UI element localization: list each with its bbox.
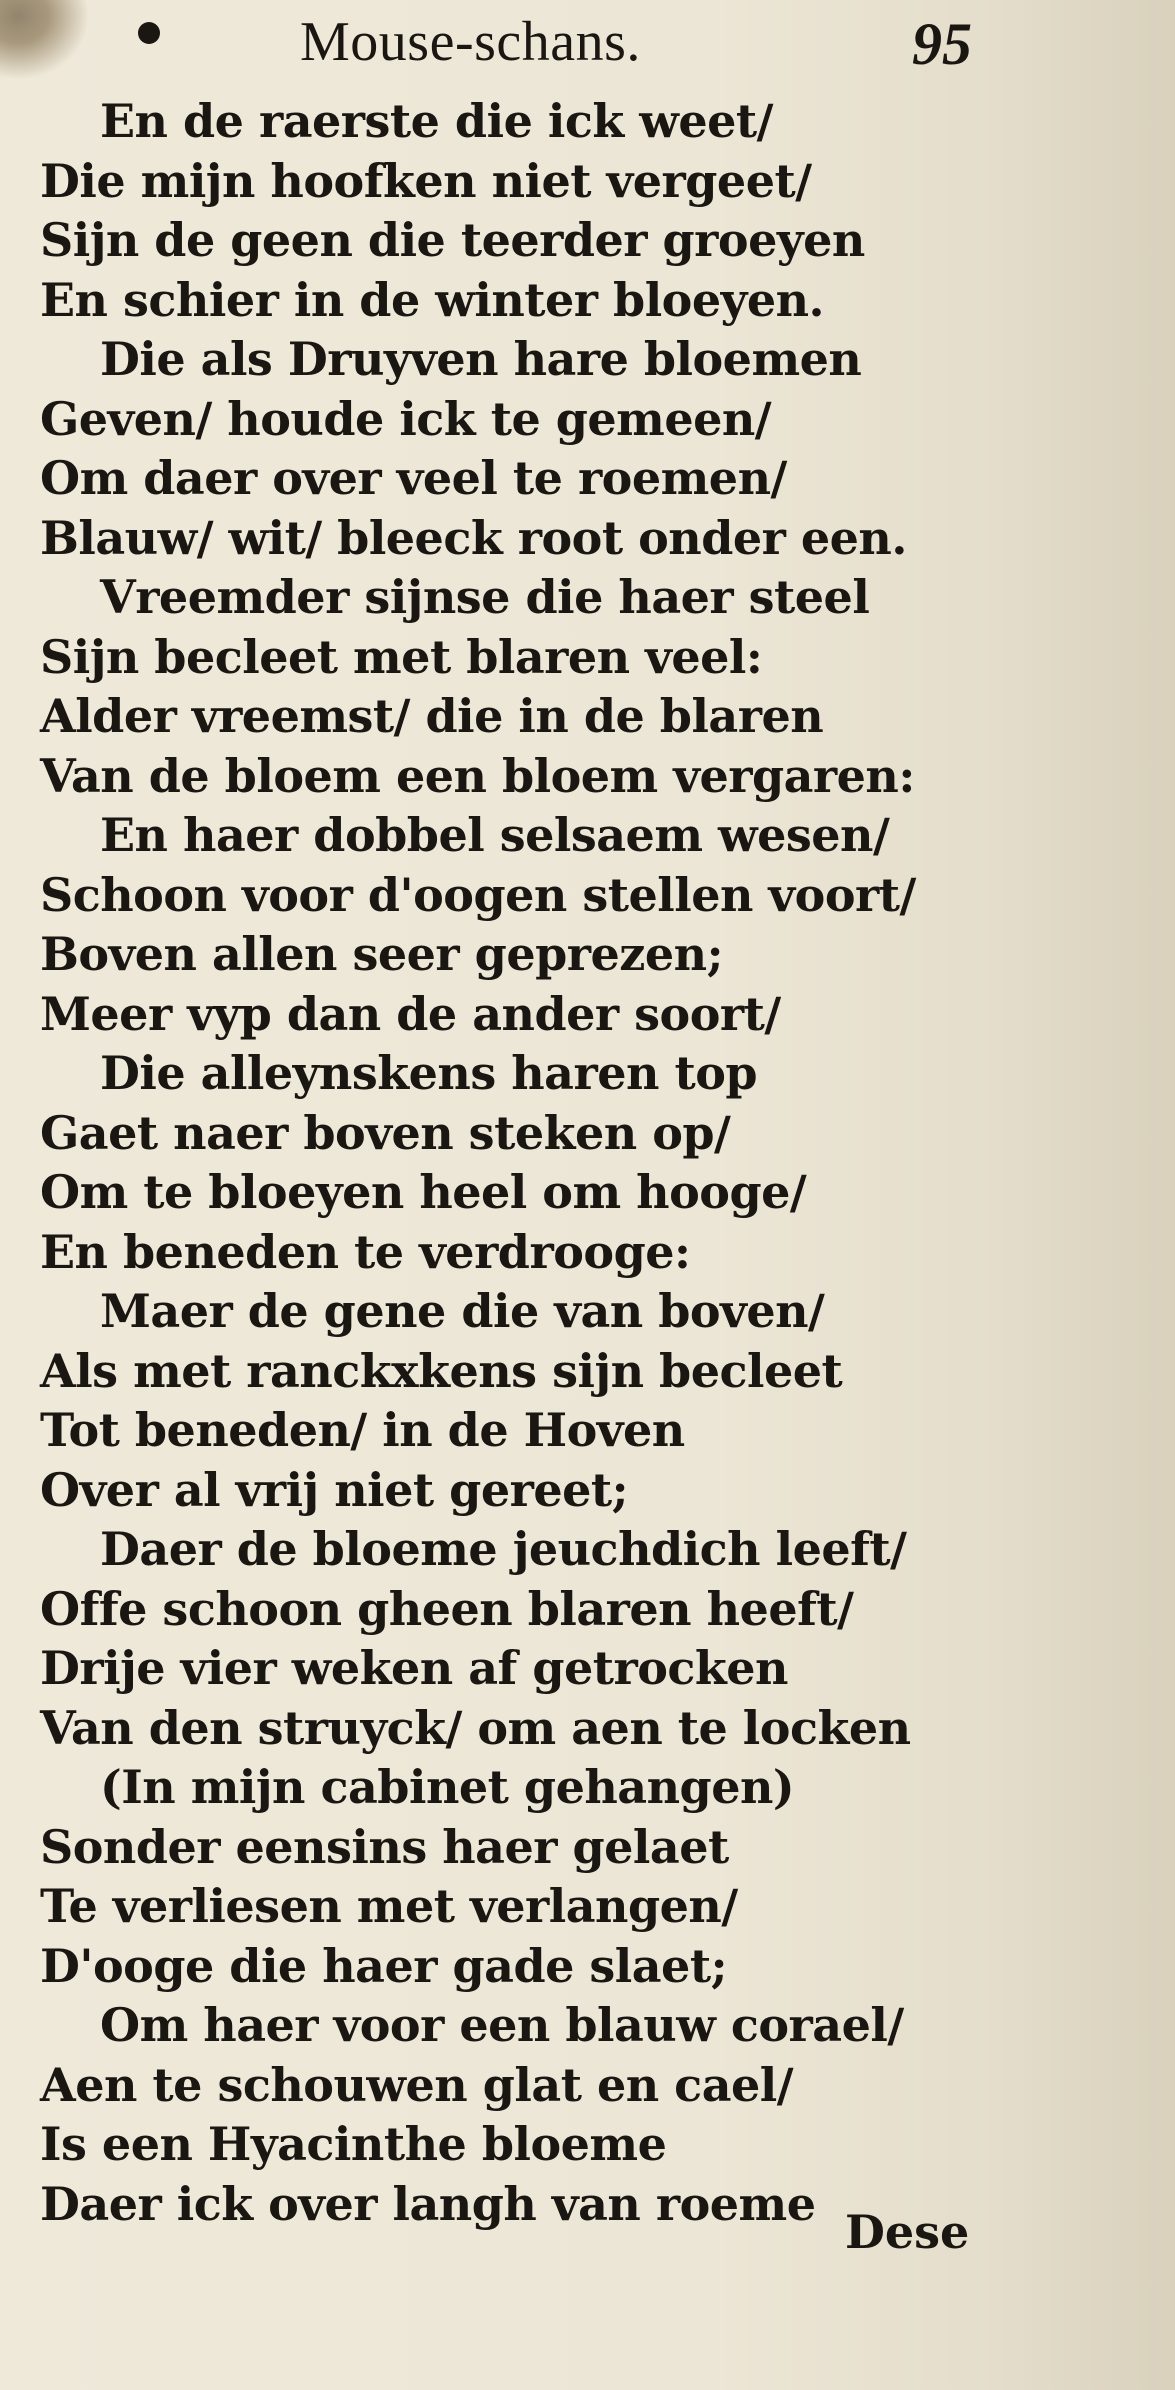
verse-line: Sonder eensins haer gelaet xyxy=(40,1819,729,1874)
verse-line: Over al vrij niet gereet; xyxy=(40,1462,629,1517)
verse-line: Maer de gene die van boven/ xyxy=(100,1284,825,1338)
verse-line: Tot beneden/ in de Hoven xyxy=(40,1403,685,1457)
verse-line: Die als Druyven hare bloemen xyxy=(100,332,862,386)
verse-line: Aen te schouwen glat en cael/ xyxy=(40,2057,794,2112)
verse-line: Boven allen seer geprezen; xyxy=(40,927,724,981)
verse-line: Te verliesen met verlangen/ xyxy=(40,1879,738,1933)
verse-line: En schier in de winter bloeyen. xyxy=(40,272,825,327)
verse-line: Als met ranckxkens sijn becleet xyxy=(40,1343,843,1398)
verse-line: Van den struyck/ om aen te locken xyxy=(40,1700,911,1755)
verse-line: En beneden te verdrooge: xyxy=(40,1224,691,1279)
verse-line: Gaet naer boven steken op/ xyxy=(40,1105,731,1160)
verse-line: (In mijn cabinet gehangen) xyxy=(100,1760,795,1814)
corner-stain xyxy=(0,0,90,80)
binding-hole-mark xyxy=(138,22,160,44)
verse-line: Alder vreemst/ die in de blaren xyxy=(40,689,824,743)
verse-line: Van de bloem een bloem vergaren: xyxy=(40,748,915,803)
verse-line: Blauw/ wit/ bleeck root onder een. xyxy=(40,510,907,565)
verse-line: Sijn de geen die teerder groeyen xyxy=(40,213,865,267)
page-number: 95 xyxy=(912,11,972,77)
verse-line: Offe schoon gheen blaren heeft/ xyxy=(40,1581,854,1636)
verse-line: Schoon voor d'oogen stellen voort/ xyxy=(40,867,916,922)
verse-line: Daer ick over langh van roeme xyxy=(40,2176,816,2231)
verse-line: En de raerste die ick weet/ xyxy=(100,94,773,148)
verse-line: Daer de bloeme jeuchdich leeft/ xyxy=(100,1522,907,1576)
verse-line: Om haer voor een blauw corael/ xyxy=(100,1998,904,2052)
verse-line: D'ooge die haer gade slaet; xyxy=(40,1938,728,1993)
verse-line: Is een Hyacinthe bloeme xyxy=(40,2117,667,2171)
verse-line: Die mijn hoofken niet vergeet/ xyxy=(40,153,812,208)
verse-line: Drije vier weken af getrocken xyxy=(40,1641,789,1695)
verse-line: Sijn becleet met blaren veel: xyxy=(40,629,763,684)
catchword: Dese xyxy=(845,2205,970,2259)
verse-line: Die alleynskens haren top xyxy=(100,1046,758,1100)
poem-verse xyxy=(40,92,920,2234)
verse-line: Geven/ houde ick te gemeen/ xyxy=(40,391,772,446)
verse-line: Vreemder sijnse die haer steel xyxy=(100,570,870,624)
verse-line: Om te bloeyen heel om hooge/ xyxy=(40,1165,807,1219)
running-head: Mouse-schans. xyxy=(300,11,641,73)
verse-line: Om daer over veel te roemen/ xyxy=(40,451,787,505)
verse-line: Meer vyp dan de ander soort/ xyxy=(40,986,781,1041)
verse-line: En haer dobbel selsaem wesen/ xyxy=(100,808,890,862)
